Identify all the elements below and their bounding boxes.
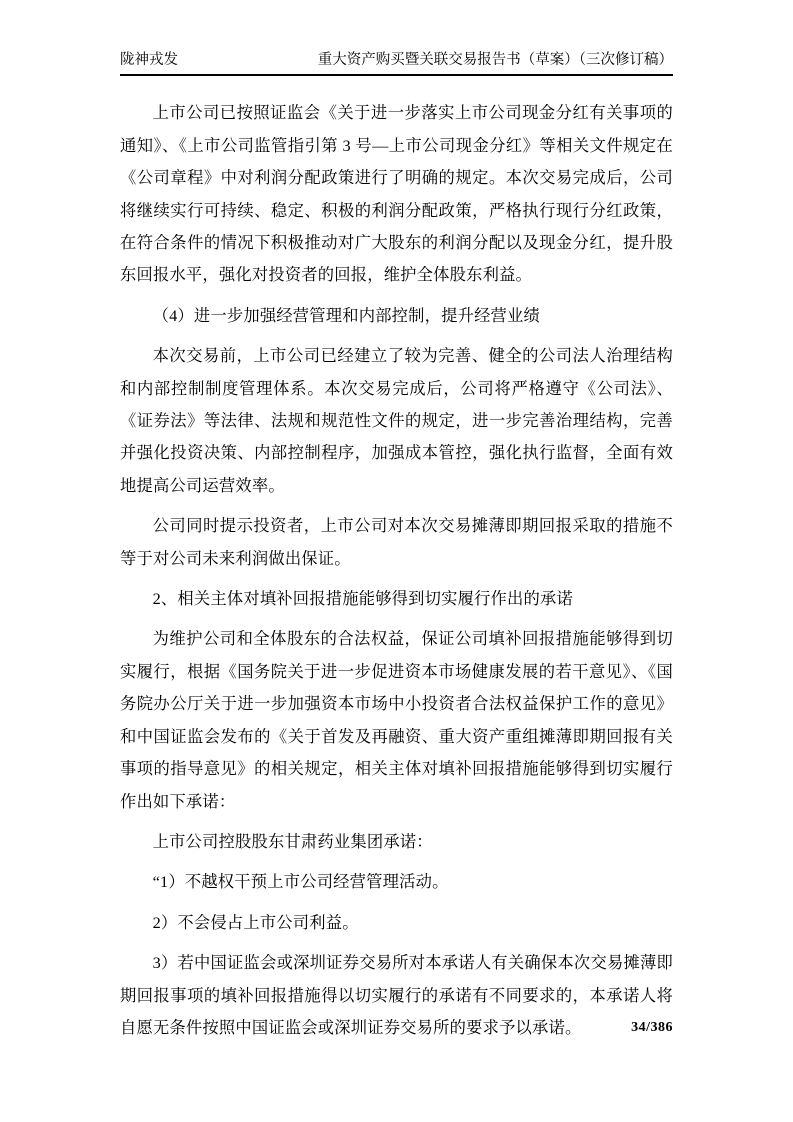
heading-item-2-commitments: 2、相关主体对填补回报措施能够得到切实履行作出的承诺 (152, 589, 573, 609)
page-header (120, 52, 673, 76)
header-company-short-name: 陇神戎发 (120, 52, 178, 68)
paragraph-promise-1: “1）不越权干预上市公司经营管理活动。 (152, 872, 449, 892)
page-footer (631, 1020, 673, 1036)
heading-item-4: （4）进一步加强经营管理和内部控制，提升经营业绩 (152, 305, 541, 325)
paragraph-promise-2: 2）不会侵占上市公司利益。 (152, 912, 359, 932)
paragraph-governance: 本次交易前，上市公司已经建立了较为完善、健全的公司法人治理结构和内部控制制度管理体系。本次交易完成后，公司将严格遵守《公司法》、《证券法》等法律、法规和规范性文件的规定，进一步完善治理结构，完善并强化投资决策、内部控制程序，加强成本管控，强化执行监督，全面有效地提高公司运营效率。 (120, 346, 673, 495)
paragraph-investor-notice: 公司同时提示投资者，上市公司对本次交易摊薄即期回报采取的措施不等于对公司未来利润做出保证。 (120, 516, 673, 568)
document-body (120, 97, 673, 1044)
page-number: 34/386 (631, 1020, 673, 1035)
paragraph-dividend-policy: 上市公司已按照证监会《关于进一步落实上市公司现金分红有关事项的通知》、《上市公司监管指引第 3 号—上市公司现金分红》等相关文件规定在《公司章程》中对利润分配政策进行了明确的规定。本次交易完成后，公司将继续实行可持续、稳定、积极的利润分配政策，严格执行现行分红政策，在符合条件的情况下积极推动对广大股东的利润分配以及现金分红，提升股东回报水平，强化对投资者的回报，维护全体股东利益。 (120, 103, 673, 285)
paragraph-promise-3: 3）若中国证监会或深圳证券交易所对本承诺人有关确保本次交易摊薄即期回报事项的填补回报措施得以切实履行的承诺有不同要求的，本承诺人将自愿无条件按照中国证监会或深圳证券交易所的要求予以承诺。 (120, 953, 673, 1037)
header-report-title: 重大资产购买暨关联交易报告书（草案）（三次修订稿） (317, 52, 673, 68)
paragraph-controlling-shareholder-promise: 上市公司控股股东甘肃药业集团承诺： (152, 831, 433, 851)
paragraph-commitment-basis: 为维护公司和全体股东的合法权益，保证公司填补回报措施能够得到切实履行，根据《国务院关于进一步促进资本市场健康发展的若干意见》、《国务院办公厅关于进一步加强资本市场中小投资者合法权益保护工作的意见》和中国证监会发布的《关于首发及再融资、重大资产重组摊薄即期回报有关事项的指导意见》的相关规定，相关主体对填补回报措施能够得到切实履行作出如下承诺： (120, 629, 673, 811)
